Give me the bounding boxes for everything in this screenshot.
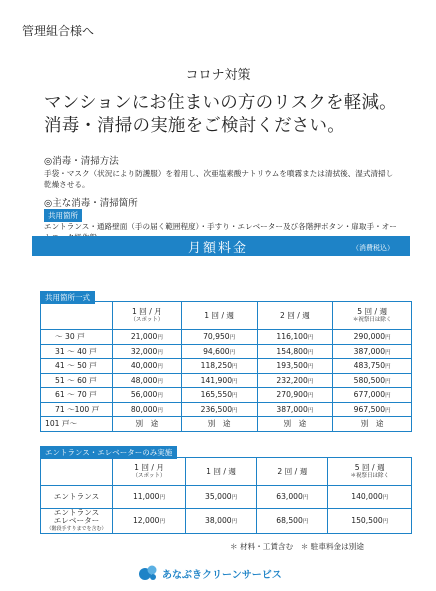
price-cell: [333, 359, 412, 374]
places-title: ◎主な消毒・清掃箇所: [44, 198, 138, 209]
header-2: 1 回 / 週: [185, 458, 256, 486]
row-label-line-2: エレベーター: [53, 516, 100, 525]
row-label: 41 〜 50 戸: [41, 359, 113, 374]
price-cell: [333, 330, 412, 345]
table-row: [41, 486, 412, 509]
places-tag: 共用箇所: [44, 209, 82, 222]
yen-unit: 円: [385, 407, 391, 414]
yen-unit: 円: [302, 494, 309, 501]
price-cell: [328, 509, 412, 534]
table-header-row: [41, 458, 412, 486]
table-row: [41, 359, 412, 374]
footnote: ＊ 材料・工賃含む ＊ 駐車料金は別途: [230, 542, 364, 551]
price-value: 116,100: [276, 332, 308, 342]
price-value: 48,000: [130, 375, 158, 385]
price-value: 38,000: [205, 515, 232, 525]
price-value: 別 途: [207, 419, 231, 429]
yen-unit: 円: [382, 494, 389, 501]
yen-unit: 円: [385, 378, 391, 385]
price-cell: [333, 344, 412, 359]
price-value: 別 途: [283, 419, 307, 429]
price-cell: [181, 417, 257, 432]
price-cell: [185, 486, 256, 509]
yen-unit: 円: [231, 518, 238, 525]
row-label: 31 〜 40 戸: [41, 344, 113, 359]
table-row: [41, 344, 412, 359]
yen-unit: 円: [302, 518, 309, 525]
addressee: 管理組合様へ: [22, 24, 95, 38]
yen-unit: 円: [229, 335, 236, 342]
price-value: 290,000: [353, 332, 386, 342]
header-blank: [41, 458, 113, 486]
price-cell: [257, 486, 328, 509]
price-value: 150,500: [351, 515, 383, 525]
price-value: 141,900: [200, 375, 233, 385]
price-cell: [113, 388, 182, 403]
company-logo: [138, 563, 282, 583]
price-cell: [257, 359, 333, 374]
header-2: 1 回 / 週: [181, 302, 257, 330]
yen-unit: 円: [232, 407, 238, 414]
price-value: 40,000: [130, 361, 158, 371]
price-cell: [257, 344, 333, 359]
price-value: 21,000: [130, 332, 158, 342]
yen-unit: 円: [157, 407, 163, 414]
headline-line-1: マンションにお住まいの方のリスクを軽減。: [44, 93, 397, 113]
price-value: 140,000: [351, 491, 383, 501]
table-row: [41, 417, 412, 432]
header-blank: [41, 302, 113, 330]
price-cell: [257, 509, 328, 534]
price-value: 967,500: [353, 404, 386, 414]
yen-unit: 円: [307, 393, 314, 400]
price-value: 56,000: [130, 390, 158, 400]
price-value: 483,750: [353, 361, 386, 371]
yen-unit: 円: [229, 349, 236, 356]
price-table-entrance: [40, 457, 412, 534]
price-cell: [328, 486, 412, 509]
price-cell: [113, 486, 186, 509]
price-cell: [181, 359, 257, 374]
row-label-line-1: エントランス: [53, 492, 100, 501]
price-value: 118,250: [200, 361, 233, 371]
yen-unit: 円: [159, 518, 166, 525]
row-label: 101 戸〜: [41, 417, 113, 432]
price-value: 別 途: [135, 419, 159, 429]
yen-unit: 円: [307, 335, 314, 342]
headline: [44, 92, 397, 138]
price-value: 236,500: [200, 404, 233, 414]
price-value: 70,950: [203, 332, 230, 342]
table-row: [41, 388, 412, 403]
tax-note: （消費税込）: [352, 244, 394, 252]
price-cell: [257, 388, 333, 403]
yen-unit: 円: [307, 407, 314, 414]
price-value: 94,600: [203, 346, 230, 356]
header-1: 1 回 / 月 （スポット）: [113, 458, 186, 486]
price-band-title: 月額料金: [187, 241, 248, 256]
yen-unit: 円: [157, 335, 163, 342]
price-value: 580,500: [353, 375, 386, 385]
price-cell: [181, 402, 257, 417]
price-cell: [257, 402, 333, 417]
price-value: 193,500: [276, 361, 308, 371]
table-row: [41, 402, 412, 417]
price-value: 165,550: [200, 390, 233, 400]
price-value: 68,500: [276, 515, 303, 525]
price-value: 63,000: [276, 491, 303, 501]
price-value: 別 途: [360, 419, 384, 429]
price-cell: [257, 373, 333, 388]
price-cell: [113, 359, 182, 374]
yen-unit: 円: [157, 349, 163, 356]
places-body: エントランス・通路壁面（手の届く範囲程度）・手すり・エレベーター及び各階押ボタン・扉取手・オー: [44, 222, 397, 231]
yen-unit: 円: [385, 393, 391, 400]
row-label-line-1: エントランス: [53, 508, 100, 517]
price-value: 11,000: [132, 491, 160, 501]
price-cell: [185, 509, 256, 534]
price-cell: [113, 509, 186, 534]
yen-unit: 円: [385, 349, 391, 356]
price-table-common: [40, 301, 412, 432]
yen-unit: 円: [232, 364, 238, 371]
yen-unit: 円: [159, 494, 166, 501]
table-row: [41, 373, 412, 388]
table-row: [41, 509, 412, 534]
price-value: 80,000: [130, 404, 158, 414]
price-value: 270,900: [276, 390, 308, 400]
price-cell: [181, 373, 257, 388]
row-label-sub: （階段手すりまでを含む）: [46, 526, 107, 532]
method-body: 手袋・マスク（状況により防護服）を着用し、次亜塩素酸ナトリウムを噴霧または清拭後、湿式清掃し乾燥させる。: [44, 169, 394, 189]
price-value: 32,000: [130, 346, 158, 356]
price-value: 232,200: [276, 375, 308, 385]
yen-unit: 円: [157, 393, 163, 400]
table-header-row: [41, 302, 412, 330]
price-value: 387,000: [276, 404, 308, 414]
yen-unit: 円: [307, 378, 314, 385]
header-3: 2 回 / 週: [257, 458, 328, 486]
price-value: 387,000: [353, 346, 386, 356]
yen-unit: 円: [231, 494, 238, 501]
row-label: 〜 30 戸: [41, 330, 113, 345]
price-cell: [333, 402, 412, 417]
row-label: [41, 509, 113, 534]
yen-unit: 円: [307, 349, 314, 356]
price-value: 12,000: [132, 515, 160, 525]
logo-mark-icon: [138, 564, 158, 582]
price-cell: [333, 388, 412, 403]
price-cell: [333, 373, 412, 388]
row-label: 61 〜 70 戸: [41, 388, 113, 403]
row-label: [41, 486, 113, 509]
header-1: 1 回 / 月 （スポット）: [113, 302, 182, 330]
logo-text: あなぶきクリーンサービス: [162, 569, 282, 581]
price-cell: [181, 344, 257, 359]
row-label: 71 〜100 戸: [41, 402, 113, 417]
table1-tab: 共用箇所一式: [40, 291, 95, 304]
table-row: [41, 330, 412, 345]
price-value: 35,000: [205, 491, 232, 501]
price-cell: [181, 330, 257, 345]
yen-unit: 円: [385, 335, 391, 342]
yen-unit: 円: [382, 518, 389, 525]
price-cell: [113, 330, 182, 345]
yen-unit: 円: [232, 378, 238, 385]
header-4: 5 回 / 週 ＊祝祭日は除く: [328, 458, 412, 486]
yen-unit: 円: [385, 364, 391, 371]
yen-unit: 円: [232, 393, 238, 400]
yen-unit: 円: [157, 378, 163, 385]
yen-unit: 円: [157, 364, 163, 371]
yen-unit: 円: [307, 364, 314, 371]
headline-line-2: 消毒・清掃の実施をご検討ください。: [44, 116, 345, 136]
price-value: 154,800: [276, 346, 308, 356]
price-cell: [113, 373, 182, 388]
price-cell: [181, 388, 257, 403]
table2-tab: エントランス・エレベーターのみ実施: [40, 446, 177, 459]
price-cell: [257, 417, 333, 432]
price-cell: [113, 344, 182, 359]
subject: コロナ対策: [185, 68, 251, 83]
price-cell: [113, 402, 182, 417]
price-value: 677,000: [353, 390, 386, 400]
method-title: ◎消毒・清掃方法: [44, 156, 119, 167]
header-4: 5 回 / 週 ＊祝祭日は除く: [333, 302, 412, 330]
price-cell: [113, 417, 182, 432]
header-3: 2 回 / 週: [257, 302, 333, 330]
price-cell: [257, 330, 333, 345]
row-label: 51 〜 60 戸: [41, 373, 113, 388]
price-cell: [333, 417, 412, 432]
